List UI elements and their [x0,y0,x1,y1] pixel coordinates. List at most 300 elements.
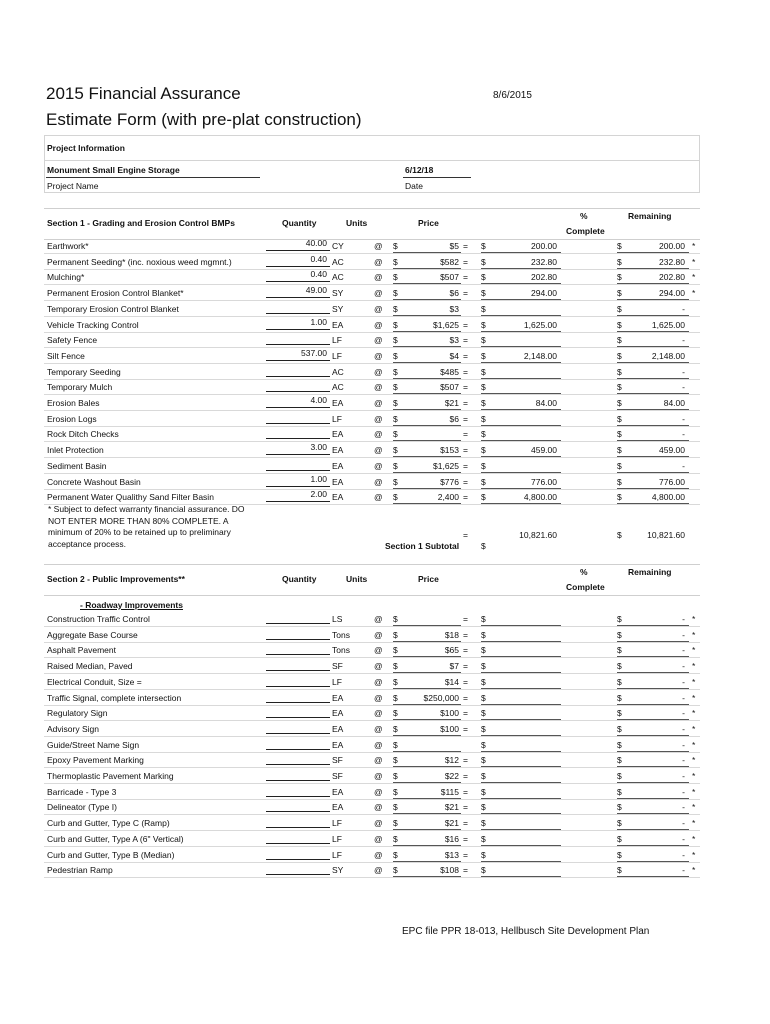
item-name: Curb and Gutter, Type C (Ramp) [47,818,170,829]
quantity-field[interactable] [266,847,330,860]
equals-symbol: = [463,755,468,766]
equals-symbol: = [463,366,468,377]
asterisk-mark: * [692,272,696,283]
item-name: Epoxy Pavement Marking [47,755,144,766]
quantity-field[interactable]: 537.00 [266,348,330,361]
remaining-dollar: $ [617,382,622,393]
row-divider [44,877,700,878]
project-name-label: Project Name [47,181,99,191]
equals-symbol: = [463,288,468,299]
cell-underline [481,876,561,877]
remaining-dollar: $ [617,786,622,797]
price-dollar: $ [393,739,398,750]
equals-symbol: = [463,645,468,656]
price-dollar: $ [393,676,398,687]
remaining-value: - [682,786,685,797]
quantity-field[interactable] [266,768,330,781]
table-row [44,458,700,474]
quantity-field[interactable] [266,705,330,718]
at-symbol: @ [374,350,383,361]
asterisk-mark: * [692,833,696,844]
asterisk-mark: * [692,755,696,766]
table-row [44,301,700,317]
quantity-field[interactable] [266,737,330,750]
remaining-dollar: $ [617,460,622,471]
total-dollar: $ [481,492,486,503]
table-row [44,784,700,800]
unit-price: $3 [449,303,459,314]
asterisk-mark: * [692,723,696,734]
cell-underline [393,503,461,504]
total-dollar: $ [481,755,486,766]
at-symbol: @ [374,256,383,267]
quantity-field[interactable] [266,642,330,655]
line-total: 2,148.00 [523,350,557,361]
item-name: Delineator (Type I) [47,802,117,813]
total-dollar: $ [481,802,486,813]
form-date: 8/6/2015 [493,90,532,101]
table-row [44,395,700,411]
price-dollar: $ [393,786,398,797]
at-symbol: @ [374,476,383,487]
unit-cell: EA [332,429,344,440]
remaining-value: - [682,755,685,766]
item-name: Permanent Erosion Control Blanket* [47,288,184,299]
unit-price: $1,625 [433,460,459,471]
unit-cell: Tons [332,629,350,640]
remaining-value: - [682,723,685,734]
unit-price: $5 [449,241,459,251]
unit-price: $4 [449,350,459,361]
quantity-field[interactable] [266,690,330,703]
price-dollar: $ [393,335,398,346]
line-total: 84.00 [535,398,557,408]
remaining-value: 84.00 [663,398,685,408]
unit-cell: EA [332,786,344,797]
remaining-dollar: $ [617,241,622,251]
quantity-field[interactable]: 2.00 [266,489,330,502]
cell-underline [393,876,461,877]
item-name: Aggregate Base Course [47,629,138,640]
unit-cell: EA [332,476,344,487]
equals-symbol: = [463,398,468,408]
table-row [44,332,700,348]
remaining-dollar: $ [617,614,622,624]
item-name: Guide/Street Name Sign [47,739,140,750]
at-symbol: @ [374,382,383,393]
table-row [44,768,700,784]
project-date-label: Date [405,181,423,191]
unit-cell: Tons [332,645,350,656]
quantity-field[interactable]: 0.40 [266,254,330,267]
section1-col-complete: Complete [566,226,605,236]
equals-symbol: = [463,692,468,703]
unit-price: $3 [449,335,459,346]
total-dollar: $ [481,366,486,377]
section1-col-remaining: Remaining [628,211,672,221]
remaining-value: - [682,303,685,314]
at-symbol: @ [374,833,383,844]
price-dollar: $ [393,398,398,408]
asterisk-mark: * [692,676,696,687]
price-dollar: $ [393,272,398,283]
equals-symbol: = [463,350,468,361]
equals-symbol: = [463,429,468,440]
item-name: Traffic Signal, complete intersection [47,692,182,703]
equals-symbol: = [463,460,468,471]
form-title-line2: Estimate Form (with pre-plat construction) [46,110,362,129]
quantity-field[interactable]: 40.00 [266,238,330,251]
remaining-dollar: $ [617,739,622,750]
unit-cell: LF [332,335,342,346]
table-row [44,658,700,674]
section1-col-units: Units [346,218,368,228]
remaining-value: 294.00 [659,288,685,299]
remaining-dollar: $ [617,303,622,314]
table-row [44,489,700,505]
project-info-heading: Project Information [47,143,125,153]
remaining-dollar: $ [617,272,622,283]
unit-price: $65 [444,645,459,656]
project-date-value: 6/12/18 [405,165,434,175]
at-symbol: @ [374,661,383,672]
asterisk-mark: * [692,771,696,781]
quantity-field[interactable] [266,862,330,875]
at-symbol: @ [374,786,383,797]
remaining-value: 776.00 [659,476,685,487]
total-dollar: $ [481,833,486,844]
at-symbol: @ [374,445,383,456]
item-name: Asphalt Pavement [47,645,116,656]
remaining-value: - [682,645,685,656]
asterisk-mark: * [692,786,696,797]
at-symbol: @ [374,272,383,283]
table-row [44,690,700,706]
item-name: Thermoplastic Pavement Marking [47,771,174,781]
remaining-value: - [682,629,685,640]
at-symbol: @ [374,335,383,346]
unit-price: $507 [440,382,459,393]
unit-cell: EA [332,492,344,503]
item-name: Construction Traffic Control [47,614,150,624]
item-name: Vehicle Tracking Control [47,319,139,330]
equals-symbol: = [463,476,468,487]
remaining-value: 2,148.00 [651,350,685,361]
equals-symbol: = [463,676,468,687]
line-total: 459.00 [531,445,557,456]
item-name: Sediment Basin [47,460,107,471]
quantity-field[interactable]: 4.00 [266,395,330,408]
price-dollar: $ [393,350,398,361]
item-name: Temporary Erosion Control Blanket [47,303,179,314]
total-dollar: $ [481,661,486,672]
unit-price: $507 [440,272,459,283]
unit-cell: EA [332,398,344,408]
total-dollar: $ [481,398,486,408]
total-dollar: $ [481,319,486,330]
unit-price: $153 [440,445,459,456]
table-row [44,799,700,815]
unit-cell: SY [332,303,344,314]
remaining-dollar: $ [617,398,622,408]
remaining-value: - [682,708,685,719]
item-name: Safety Fence [47,335,98,346]
unit-cell: LF [332,350,342,361]
unit-cell: LF [332,413,342,424]
asterisk-mark: * [692,661,696,672]
total-dollar: $ [481,708,486,719]
at-symbol: @ [374,366,383,377]
remaining-dollar: $ [617,849,622,860]
section1-col-quantity: Quantity [282,218,317,228]
quantity-field[interactable] [266,332,330,345]
unit-price: $115 [440,786,459,797]
quantity-field[interactable] [266,799,330,812]
project-info-box [44,135,700,193]
unit-price: 2,400 [437,492,459,503]
at-symbol: @ [374,739,383,750]
unit-price: $6 [449,288,459,299]
table-row [44,254,700,270]
equals-symbol: = [463,614,468,624]
asterisk-mark: * [692,802,696,813]
at-symbol: @ [374,692,383,703]
at-symbol: @ [374,413,383,424]
price-dollar: $ [393,429,398,440]
at-symbol: @ [374,708,383,719]
price-dollar: $ [393,241,398,251]
asterisk-mark: * [692,614,696,624]
price-dollar: $ [393,755,398,766]
remaining-value: - [682,413,685,424]
table-row [44,642,700,658]
quantity-field[interactable] [266,364,330,377]
remaining-dollar: $ [617,413,622,424]
table-row [44,348,700,364]
equals-symbol: = [463,771,468,781]
item-name: Pedestrian Ramp [47,865,113,876]
at-symbol: @ [374,849,383,860]
remaining-dollar: $ [617,723,622,734]
item-name: Erosion Logs [47,413,97,424]
price-dollar: $ [393,771,398,781]
price-dollar: $ [393,865,398,876]
total-dollar: $ [481,786,486,797]
total-dollar: $ [481,614,486,624]
equals-symbol: = [463,629,468,640]
remaining-value: - [682,739,685,750]
line-total: 232.80 [531,256,557,267]
at-symbol: @ [374,629,383,640]
unit-price: $14 [444,676,459,687]
total-dollar: $ [481,241,486,251]
remaining-value: - [682,818,685,829]
at-symbol: @ [374,460,383,471]
table-row [44,705,700,721]
unit-cell: EA [332,445,344,456]
remaining-dollar: $ [617,429,622,440]
table-row [44,721,700,737]
item-name: Advisory Sign [47,723,99,734]
total-dollar: $ [481,288,486,299]
unit-price: $485 [440,366,459,377]
unit-price: $100 [440,723,459,734]
asterisk-mark: * [692,692,696,703]
price-dollar: $ [393,629,398,640]
total-dollar: $ [481,645,486,656]
equals-symbol: = [463,833,468,844]
item-name: Earthwork* [47,241,89,251]
quantity-field[interactable] [266,784,330,797]
section2-col-complete: Complete [566,582,605,592]
item-name: Curb and Gutter, Type A (6" Vertical) [47,833,184,844]
equals-symbol: = [463,708,468,719]
quantity-field[interactable] [266,426,330,439]
cell-underline [617,876,689,877]
line-total: 200.00 [531,241,557,251]
subtotal-label: Section 1 Subtotal [385,541,460,551]
at-symbol: @ [374,645,383,656]
unit-cell: SY [332,865,344,876]
remaining-dollar: $ [617,771,622,781]
table-row [44,442,700,458]
quantity-field[interactable] [266,411,330,424]
unit-price: $18 [444,629,459,640]
unit-price: $12 [444,755,459,766]
quantity-field[interactable] [266,674,330,687]
equals-symbol: = [463,319,468,330]
quantity-field[interactable] [266,379,330,392]
subtotal-remaining: 10,821.60 [647,530,685,540]
quantity-field[interactable] [266,831,330,844]
price-dollar: $ [393,818,398,829]
equals-symbol: = [463,382,468,393]
at-symbol: @ [374,818,383,829]
quantity-field[interactable] [266,752,330,765]
unit-price: $13 [444,849,459,860]
unit-price: $108 [440,865,459,876]
item-name: Permanent Seeding* (inc. noxious weed mgmnt.) [47,256,232,267]
asterisk-mark: * [692,288,696,299]
quantity-field[interactable] [266,458,330,471]
unit-price: $250,000 [423,692,459,703]
quantity-field[interactable] [266,815,330,828]
at-symbol: @ [374,771,383,781]
unit-price: $22 [444,771,459,781]
item-name: Concrete Washout Basin [47,476,141,487]
at-symbol: @ [374,319,383,330]
total-dollar: $ [481,476,486,487]
quantity-field[interactable] [266,721,330,734]
table-row [44,831,700,847]
table-row [44,627,700,643]
quantity-field[interactable]: 0.40 [266,269,330,282]
quantity-field[interactable]: 1.00 [266,474,330,487]
quantity-field[interactable]: 49.00 [266,285,330,298]
cell-underline [481,503,561,504]
unit-cell: LF [332,818,342,829]
remaining-dollar: $ [617,755,622,766]
equals-symbol: = [463,256,468,267]
section2-col-remaining: Remaining [628,567,672,577]
equals-symbol: = [463,445,468,456]
subtotal-dollar: $ [481,541,486,551]
form-title-line1: 2015 Financial Assurance [46,84,241,103]
total-dollar: $ [481,692,486,703]
price-dollar: $ [393,288,398,299]
unit-cell: CY [332,241,344,251]
footnote-line: NOT ENTER MORE THAN 80% COMPLETE. A [48,515,229,526]
footnote-line: minimum of 20% to be retained up to preliminary [48,527,231,537]
equals-symbol: = [463,335,468,346]
footer-text: EPC file PPR 18-013, Hellbusch Site Development Plan [402,926,650,937]
total-dollar: $ [481,676,486,687]
price-dollar: $ [393,256,398,267]
price-dollar: $ [393,802,398,813]
table-row [44,815,700,831]
table-row [44,752,700,768]
table-row [44,847,700,863]
quantity-field[interactable] [266,611,330,624]
table-row [44,674,700,690]
section1-col-price: Price [418,218,439,228]
remaining-dollar: $ [617,833,622,844]
unit-price: $21 [444,398,459,408]
equals-symbol: = [463,413,468,424]
asterisk-mark: * [692,849,696,860]
at-symbol: @ [374,288,383,299]
unit-cell: EA [332,708,344,719]
total-dollar: $ [481,818,486,829]
at-symbol: @ [374,398,383,408]
asterisk-mark: * [692,708,696,719]
quantity-field[interactable] [266,658,330,671]
item-name: Erosion Bales [47,398,100,408]
item-name: Raised Median, Paved [47,661,133,672]
item-name: Temporary Seeding [47,366,121,377]
unit-price: $6 [449,413,459,424]
remaining-value: - [682,460,685,471]
remaining-dollar: $ [617,350,622,361]
remaining-value: 232.80 [659,256,685,267]
remaining-value: - [682,429,685,440]
total-dollar: $ [481,849,486,860]
remaining-value: 202.80 [659,272,685,283]
subtotal-value: 10,821.60 [519,530,557,540]
price-dollar: $ [393,460,398,471]
item-name: Rock Ditch Checks [47,429,119,440]
item-name: Electrical Conduit, Size = [47,676,142,687]
unit-price: $1,625 [433,319,459,330]
table-row [44,269,700,285]
quantity-field[interactable]: 1.00 [266,317,330,330]
unit-cell: SF [332,755,343,766]
remaining-value: - [682,771,685,781]
equals-symbol: = [463,241,468,251]
equals-symbol: = [463,818,468,829]
quantity-field[interactable] [266,301,330,314]
equals-symbol: = [463,723,468,734]
section2-subheading: - Roadway Improvements [80,600,183,610]
quantity-field[interactable]: 3.00 [266,442,330,455]
remaining-dollar: $ [617,445,622,456]
section2-col-price: Price [418,574,439,584]
at-symbol: @ [374,802,383,813]
equals-symbol: = [463,802,468,813]
quantity-field[interactable] [266,627,330,640]
table-row [44,317,700,333]
remaining-dollar: $ [617,492,622,503]
